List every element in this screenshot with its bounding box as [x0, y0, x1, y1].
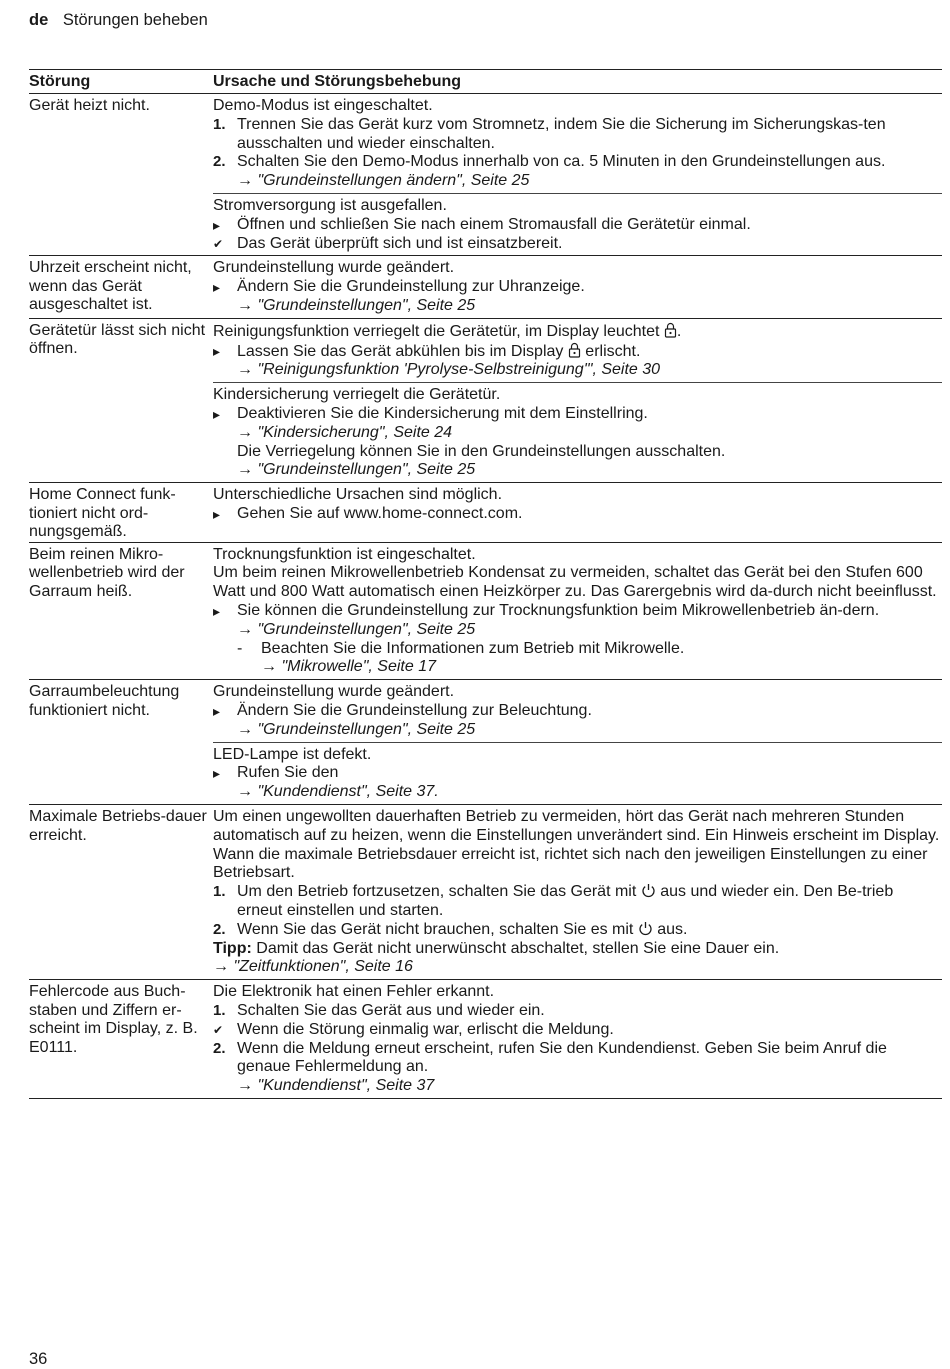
text-content: Trennen Sie das Gerät kurz vom Stromnetz, indem Sie die Sicherung im Sicherungskas-ten ausschalten und wieder einschalten. — [237, 115, 886, 152]
action-step — [213, 216, 942, 235]
cause-cell — [213, 94, 942, 255]
step-text — [237, 278, 585, 297]
step-text — [237, 216, 751, 235]
cause-cell — [213, 483, 942, 542]
step-number: 2. — [213, 920, 226, 938]
text-content: Sie können die Grundeinstellung zur Trocknungsfunktion beim Mikrowellenbetrieb än-dern. — [237, 602, 880, 620]
cross-reference — [213, 361, 942, 380]
cross-reference — [213, 424, 942, 443]
page-number: 36 — [29, 1350, 48, 1368]
cross-reference — [213, 1077, 942, 1096]
step-text — [237, 1040, 942, 1078]
cause-cell — [213, 319, 942, 482]
arrow-right-icon: → — [237, 620, 258, 638]
cross-reference — [213, 783, 942, 802]
triangle-bullet-icon: ▸ — [213, 703, 221, 720]
cause-cell — [213, 980, 942, 1098]
reference-text: "Grundeinstellungen", Seite 25 — [257, 620, 476, 638]
step-number: 1. — [213, 1001, 226, 1019]
fault-cell: Maximale Betriebs-dauer erreicht. — [29, 808, 207, 844]
reference-text: "Grundeinstellungen", Seite 25 — [257, 720, 476, 738]
table-row — [29, 980, 942, 1099]
step-text — [237, 764, 338, 783]
arrow-right-icon: → — [237, 361, 258, 379]
lock-icon — [659, 323, 676, 340]
reference-text: "Grundeinstellungen", Seite 25 — [257, 296, 476, 314]
text-content: Grundeinstellung wurde geändert. — [213, 259, 455, 277]
arrow-right-icon: → — [237, 720, 258, 738]
arrow-right-icon: → — [237, 461, 258, 479]
language-code: de — [29, 11, 49, 29]
cause-text — [213, 846, 942, 884]
text-content: Demo-Modus ist eingeschaltet. — [213, 97, 433, 114]
table-row — [29, 805, 942, 980]
text-content: Rufen Sie den — [237, 764, 339, 782]
result-step — [213, 1021, 942, 1040]
column-header-cause: Ursache und Störungsbehebung — [213, 73, 462, 90]
triangle-bullet-icon: ▸ — [213, 603, 221, 620]
numbered-step — [213, 883, 942, 921]
column-header-fault: Störung — [29, 73, 91, 90]
cause-text — [213, 683, 942, 702]
triangle-bullet-icon: ▸ — [213, 405, 221, 422]
table-body — [29, 94, 942, 1099]
arrow-right-icon: → — [237, 783, 258, 801]
text-content: Damit das Gerät nicht unerwünscht abschaltet, stellen Sie eine Dauer ein. — [251, 939, 780, 957]
fault-cell: Fehlercode aus Buch-staben und Ziffern er-scheint im Display, z. B. E0111. — [29, 983, 198, 1056]
triangle-bullet-icon: ▸ — [213, 279, 221, 296]
text-content: Unterschiedliche Ursachen sind möglich. — [213, 486, 503, 504]
cause-block — [213, 483, 942, 526]
reference-text: "Reinigungsfunktion 'Pyrolyse-Selbstreinigung'", Seite 30 — [257, 361, 661, 379]
cause-block — [213, 382, 942, 482]
action-step — [213, 702, 942, 721]
triangle-bullet-icon: ▸ — [213, 505, 221, 522]
cross-reference — [213, 658, 942, 677]
step-text — [237, 921, 688, 940]
action-step — [213, 278, 942, 297]
text-content: Trocknungsfunktion ist eingeschaltet. — [213, 545, 476, 563]
text-content: Um beim reinen Mikrowellenbetrieb Kondensat zu vermeiden, schaltet das Gerät bei den Stufen 600 Watt und 800 Watt automatisch einen Heizkörper zu. Das Garergebnis wird da-durch nicht beeinflusst. — [213, 564, 937, 601]
table-row — [29, 94, 942, 256]
tip-label: Tipp: — [213, 939, 252, 957]
numbered-step — [213, 1040, 942, 1078]
numbered-step — [213, 1002, 942, 1021]
reference-text: "Kundendienst", Seite 37 — [257, 1077, 435, 1095]
checkmark-icon: ✔ — [213, 1022, 224, 1037]
step-number: 2. — [213, 153, 226, 171]
power-icon — [633, 921, 652, 938]
text-content: Kindersicherung verriegelt die Gerätetür. — [213, 386, 501, 404]
text-content: Die Elektronik hat einen Fehler erkannt. — [213, 983, 495, 1001]
reference-text: "Mikrowelle", Seite 17 — [281, 658, 436, 676]
step-text — [237, 235, 563, 254]
triangle-bullet-icon: ▸ — [213, 765, 221, 782]
text-content: Deaktivieren Sie die Kindersicherung mit dem Einstellring. — [237, 404, 648, 422]
reference-text: "Zeitfunktionen", Seite 16 — [233, 958, 413, 976]
step-number: 2. — [213, 1039, 226, 1057]
action-step — [213, 602, 942, 621]
cause-text — [213, 564, 942, 602]
cause-block — [213, 680, 942, 741]
text-after-icon: aus. — [652, 920, 688, 938]
cross-reference — [213, 461, 942, 480]
cause-text — [213, 259, 942, 278]
action-step — [213, 342, 942, 362]
cause-block — [213, 319, 942, 382]
table-row — [29, 256, 942, 318]
text-content: Beachten Sie die Informationen zum Betrieb mit Mikrowelle. — [261, 639, 685, 657]
lock-icon — [563, 343, 580, 360]
cause-cell — [213, 543, 942, 680]
arrow-right-icon: → — [237, 172, 258, 190]
fault-cell: Gerätetür lässt sich nicht öffnen. — [29, 321, 206, 358]
arrow-right-icon: → — [213, 958, 234, 976]
indented-text — [213, 443, 942, 462]
step-number: 1. — [213, 115, 226, 133]
reference-text: "Kundendienst", Seite 37. — [257, 783, 439, 801]
text-content: Ändern Sie die Grundeinstellung zur Beleuchtung. — [237, 702, 592, 720]
table-row — [29, 543, 942, 681]
cause-block — [213, 256, 942, 317]
cause-block — [213, 543, 942, 680]
arrow-right-icon: → — [237, 1077, 258, 1095]
table-row — [29, 483, 942, 543]
page-header — [29, 11, 208, 30]
fault-cell: Uhrzeit erscheint nicht, wenn das Gerät ausgeschaltet ist. — [29, 259, 192, 314]
reference-text: "Kindersicherung", Seite 24 — [257, 423, 453, 441]
text-content: Um einen ungewollten dauerhaften Betrieb zu vermeiden, hört das Gerät nach mehreren Stunden automatisch auf zu heizen, wenn die Einstellungen unverändert sind. Ein Hinweis erscheint im Display. — [213, 808, 940, 844]
text-after-icon: . — [676, 322, 682, 340]
cause-text — [213, 322, 942, 342]
cause-cell — [213, 805, 942, 979]
text-content: Reinigungsfunktion verriegelt die Gerätetür, im Display leuchtet — [213, 322, 660, 340]
numbered-step — [213, 116, 942, 154]
triangle-bullet-icon: ▸ — [213, 342, 221, 359]
checkmark-icon: ✔ — [213, 236, 224, 251]
cause-block — [213, 94, 942, 193]
cause-text — [213, 546, 942, 565]
cause-block — [213, 805, 942, 979]
text-after-icon: aus und wieder ein. Den Be-trieb erneut einstellen und starten. — [237, 883, 894, 919]
text-content: Wann die maximale Betriebsdauer erreicht ist, richtet sich nach den jeweiligen Einstellungen zu einer Betriebsart. — [213, 845, 928, 882]
text-content: LED-Lampe ist defekt. — [213, 745, 372, 763]
fault-cell: Gerät heizt nicht. — [29, 97, 150, 114]
text-content: Stromversorgung ist ausgefallen. — [213, 196, 447, 214]
text-content: Wenn Sie das Gerät nicht brauchen, schalten Sie es mit — [237, 920, 634, 938]
cross-reference — [213, 958, 942, 977]
step-text — [237, 405, 648, 424]
table-row — [29, 319, 942, 483]
tip-text — [213, 940, 942, 959]
troubleshooting-table — [29, 69, 942, 1099]
step-text — [237, 505, 522, 524]
text-content: Öffnen und schließen Sie nach einem Stromausfall die Gerätetür einmal. — [237, 215, 751, 233]
table-row — [29, 680, 942, 805]
action-step — [213, 405, 942, 424]
cause-text — [213, 386, 942, 405]
reference-text: "Grundeinstellungen ändern", Seite 25 — [257, 172, 530, 190]
cause-block — [213, 980, 942, 1098]
text-content: Um den Betrieb fortzusetzen, schalten Sie das Gerät mit — [237, 883, 637, 901]
fault-cell: Garraumbeleuchtung funktioniert nicht. — [29, 683, 180, 719]
text-content: Schalten Sie den Demo-Modus innerhalb von ca. 5 Minuten in den Grundeinstellungen aus. — [237, 153, 886, 171]
text-content: Die Verriegelung können Sie in den Grundeinstellungen ausschalten. — [237, 442, 726, 460]
action-step — [213, 764, 942, 783]
cause-text — [213, 746, 942, 765]
text-after-icon: erlischt. — [580, 342, 641, 360]
cause-text — [213, 197, 942, 216]
section-title: Störungen beheben — [62, 11, 208, 29]
fault-cell: Beim reinen Mikro-wellenbetrieb wird der Garraum heiß. — [29, 545, 185, 600]
cause-text — [213, 486, 942, 505]
cause-cell — [213, 256, 942, 317]
text-content: Wenn die Meldung erneut erscheint, rufen Sie den Kundendienst. Geben Sie beim Anruf die genaue Fehlermeldung an. — [237, 1039, 887, 1076]
step-number: 1. — [213, 883, 226, 901]
text-content: Schalten Sie das Gerät aus und wieder ein. — [237, 1001, 545, 1019]
triangle-bullet-icon: ▸ — [213, 216, 221, 233]
cause-text — [213, 983, 942, 1002]
cause-block — [213, 193, 942, 255]
action-step — [213, 505, 942, 524]
arrow-right-icon: → — [237, 296, 258, 314]
text-content: Grundeinstellung wurde geändert. — [213, 683, 455, 701]
text-content: Das Gerät überprüft sich und ist einsatzbereit. — [237, 234, 563, 252]
dash-item — [213, 640, 942, 659]
cause-text — [213, 808, 942, 846]
step-text — [237, 1021, 614, 1040]
numbered-step — [213, 921, 942, 940]
table-header — [29, 69, 942, 94]
cause-cell — [213, 680, 942, 804]
cross-reference — [213, 297, 942, 316]
step-text — [237, 883, 942, 921]
reference-text: "Grundeinstellungen", Seite 25 — [257, 461, 476, 479]
step-text — [237, 602, 879, 621]
fault-cell: Home Connect funk-tioniert nicht ord-nungsgemäß. — [29, 486, 176, 541]
step-text — [237, 702, 592, 721]
cross-reference — [213, 721, 942, 740]
arrow-right-icon: → — [237, 423, 258, 441]
numbered-step — [213, 153, 942, 172]
cause-text — [213, 97, 942, 116]
arrow-right-icon: → — [261, 658, 282, 676]
cross-reference — [213, 172, 942, 191]
text-content: Gehen Sie auf www.home-connect.com. — [237, 504, 523, 522]
step-text — [237, 116, 942, 154]
step-text — [237, 153, 885, 172]
step-text — [237, 1002, 545, 1021]
cause-block — [213, 742, 942, 804]
text-content: Wenn die Störung einmalig war, erlischt die Meldung. — [237, 1020, 614, 1038]
text-content: Ändern Sie die Grundeinstellung zur Uhranzeige. — [237, 278, 585, 296]
power-icon — [636, 883, 655, 900]
text-content: Lassen Sie das Gerät abkühlen bis im Display — [237, 342, 564, 360]
step-text — [237, 342, 640, 362]
cross-reference — [213, 621, 942, 640]
result-step — [213, 235, 942, 254]
dash-bullet: - — [237, 639, 243, 657]
